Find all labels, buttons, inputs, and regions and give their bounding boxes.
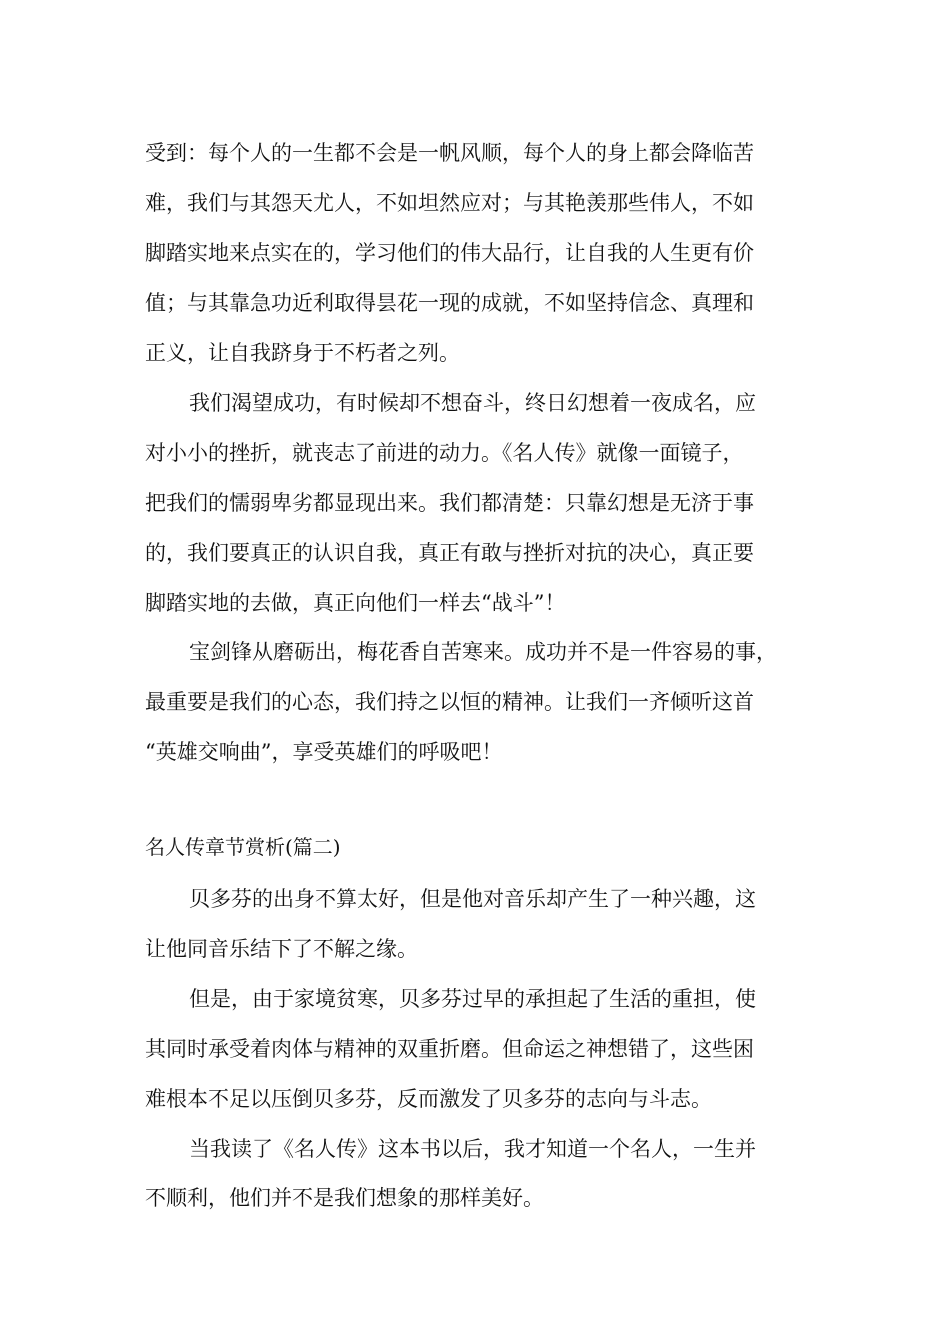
paragraph-line: 其同时承受着肉体与精神的双重折磨。但命运之神想错了，这些困 — [145, 1037, 754, 1061]
paragraph-line: 我们渴望成功，有时候却不想奋斗，终日幻想着一夜成名，应 — [189, 391, 756, 415]
paragraph-line: 让他同音乐结下了不解之缘。 — [145, 937, 418, 961]
paragraph-line: “英雄交响曲”，享受英雄们的呼吸吧！ — [145, 740, 503, 764]
paragraph-line: 正义，让自我跻身于不朽者之列。 — [145, 341, 460, 365]
paragraph-line: 值；与其靠急功近利取得昙花一现的成就，不如坚持信念、真理和 — [145, 291, 754, 315]
paragraph-line: 贝多芬的出身不算太好，但是他对音乐却产生了一种兴趣，这 — [189, 887, 756, 911]
paragraph-line: 当我读了《名人传》这本书以后，我才知道一个名人，一生并 — [189, 1137, 756, 1161]
paragraph-line: 但是，由于家境贫寒，贝多芬过早的承担起了生活的重担，使 — [189, 987, 756, 1011]
paragraph-line: 脚踏实地的去做，真正向他们一样去“战斗”！ — [145, 591, 566, 615]
paragraph-line: 把我们的懦弱卑劣都显现出来。我们都清楚：只靠幻想是无济于事 — [145, 491, 754, 515]
paragraph-line: 脚踏实地来点实在的，学习他们的伟大品行，让自我的人生更有价 — [145, 241, 754, 265]
paragraph-line: 最重要是我们的心态，我们持之以恒的精神。让我们一齐倾听这首 — [145, 690, 754, 714]
paragraph-line: 不顺利，他们并不是我们想象的那样美好。 — [145, 1186, 544, 1210]
paragraph-line: 对小小的挫折，就丧志了前进的动力。《名人传》就像一面镜子， — [145, 441, 744, 465]
paragraph-line: 的，我们要真正的认识自我，真正有敢与挫折对抗的决心，真正要 — [145, 541, 754, 565]
paragraph-line: 难根本不足以压倒贝多芬，反而激发了贝多芬的志向与斗志。 — [145, 1087, 712, 1111]
paragraph-line: 受到：每个人的一生都不会是一帆风顺，每个人的身上都会降临苦 — [145, 141, 754, 165]
paragraph-line: 难，我们与其怨天尤人，不如坦然应对；与其艳羡那些伟人，不如 — [145, 191, 754, 215]
paragraph-line: 宝剑锋从磨砺出，梅花香自苦寒来。成功并不是一件容易的事， — [189, 640, 777, 664]
section-heading: 名人传章节赏析(篇二) — [145, 835, 341, 859]
